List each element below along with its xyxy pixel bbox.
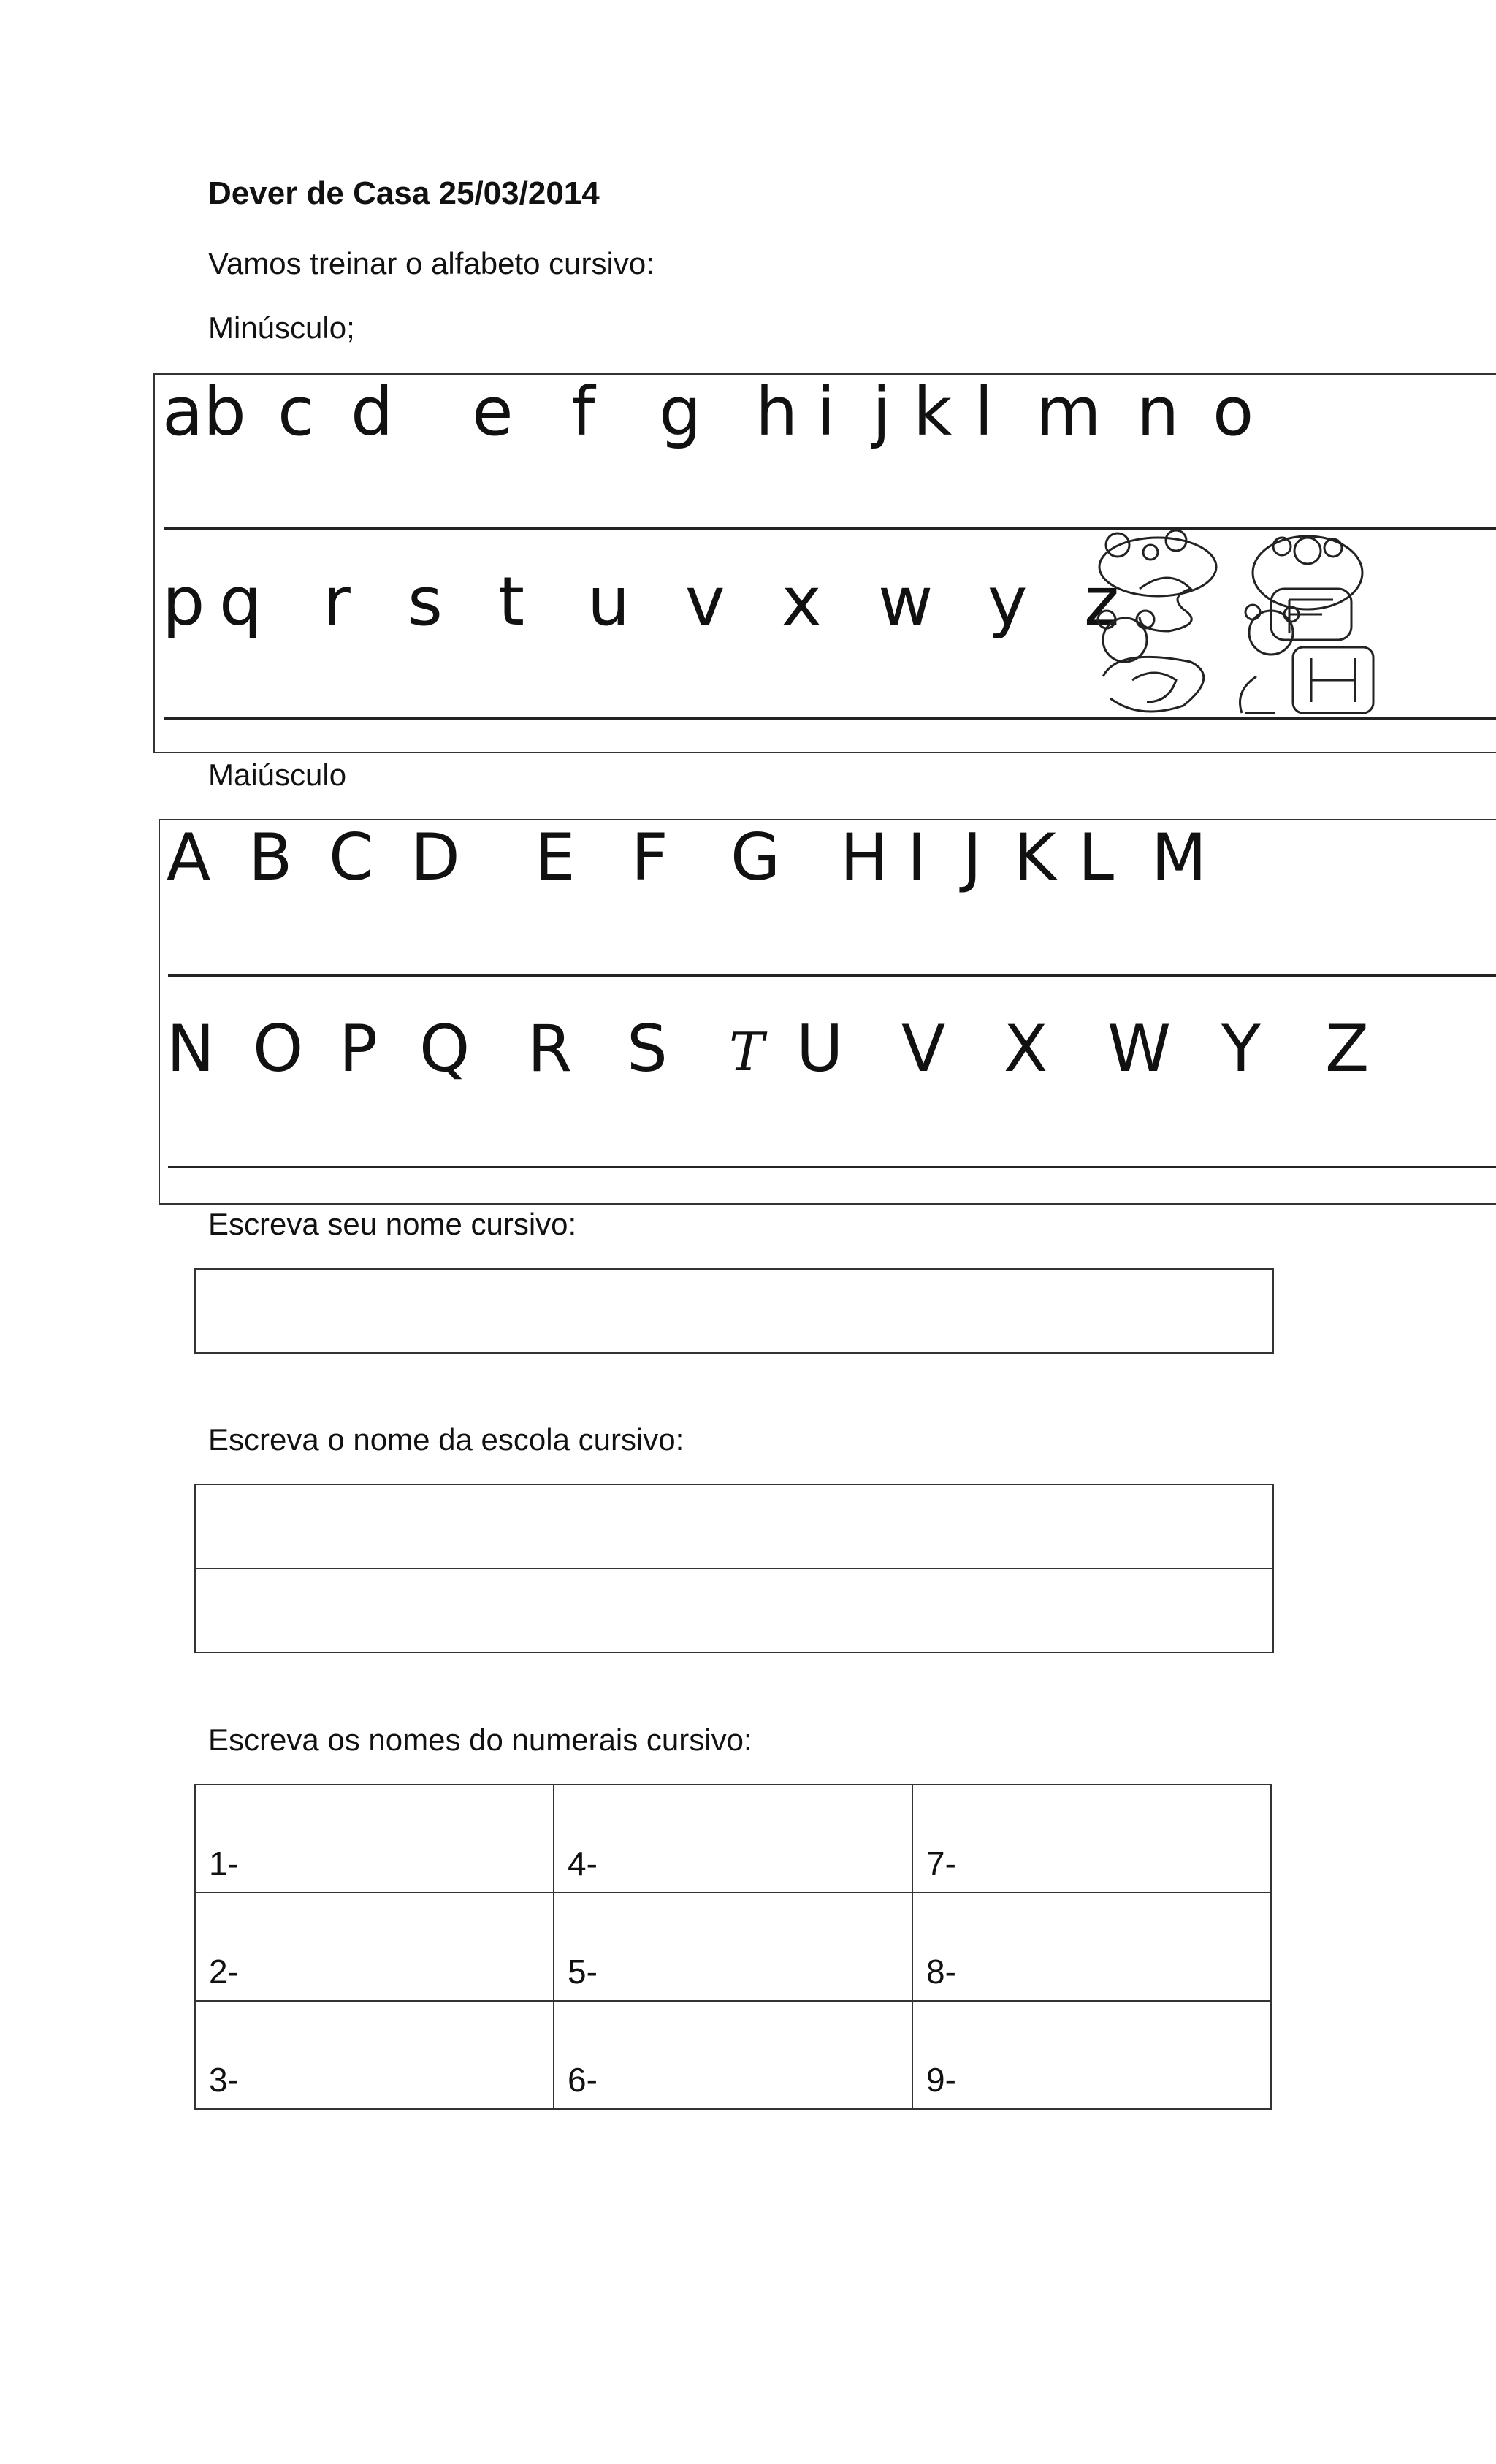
letter: v xyxy=(685,562,725,641)
letter: Q xyxy=(419,1011,470,1086)
numeral-cell[interactable]: 8- xyxy=(912,1893,1271,2001)
lowercase-label: Minúsculo; xyxy=(208,310,355,345)
letter: l xyxy=(974,373,993,451)
numeral-cell[interactable]: 5- xyxy=(554,1893,912,2001)
letter: U xyxy=(796,1011,844,1086)
letter: p xyxy=(162,562,205,641)
letter: K xyxy=(1014,820,1056,895)
letter: M xyxy=(1151,820,1207,895)
letter-cursive: T xyxy=(729,1021,765,1083)
uppercase-label: Maiúsculo xyxy=(208,758,347,792)
letter: k xyxy=(913,373,953,451)
name-input-box[interactable] xyxy=(194,1268,1274,1354)
letter: q xyxy=(219,562,262,641)
letter: B xyxy=(248,820,293,895)
letter: f xyxy=(571,373,595,451)
letter: w xyxy=(878,562,934,641)
numeral-cell[interactable]: 6- xyxy=(554,2001,912,2109)
letter: H xyxy=(840,820,889,895)
bears-with-letters-icon xyxy=(1088,530,1388,722)
name-prompt: Escreva seu nome cursivo: xyxy=(208,1207,577,1241)
letter: x xyxy=(782,562,822,641)
letter: z xyxy=(1084,562,1120,641)
numeral-cell[interactable]: 4- xyxy=(554,1785,912,1893)
numeral-cell[interactable]: 1- xyxy=(195,1785,554,1893)
table-row xyxy=(195,1785,1271,1893)
letter: r xyxy=(323,562,351,641)
letter: S xyxy=(627,1011,668,1086)
school-prompt: Escreva o nome da escola cursivo: xyxy=(208,1422,684,1457)
letter: O xyxy=(253,1011,304,1086)
numerals-table xyxy=(194,1784,1272,2110)
writing-line xyxy=(168,974,1496,977)
letter: e xyxy=(472,373,514,451)
letter: A xyxy=(167,820,211,895)
letter: u xyxy=(587,562,630,641)
letter: i xyxy=(817,373,836,451)
numeral-cell[interactable]: 2- xyxy=(195,1893,554,2001)
instruction-text: Vamos treinar o alfabeto cursivo: xyxy=(208,246,654,281)
letter: Y xyxy=(1221,1011,1261,1086)
letter: R xyxy=(527,1011,573,1086)
page-title: Dever de Casa 25/03/2014 xyxy=(208,175,600,211)
letter: n xyxy=(1137,373,1180,451)
letter: N xyxy=(167,1011,215,1086)
letter: L xyxy=(1078,820,1115,895)
letter: s xyxy=(408,562,443,641)
letter: g xyxy=(659,373,702,451)
numeral-cell[interactable]: 3- xyxy=(195,2001,554,2109)
writing-line xyxy=(168,1166,1496,1168)
school-input-box-2[interactable] xyxy=(194,1568,1274,1653)
letter: h xyxy=(755,373,798,451)
letter: ab xyxy=(162,373,246,451)
school-input-box-1[interactable] xyxy=(194,1484,1274,1569)
letter: V xyxy=(901,1011,946,1086)
letter: X xyxy=(1004,1011,1048,1086)
letter: G xyxy=(730,820,781,895)
letter: F xyxy=(631,820,668,895)
numerals-prompt: Escreva os nomes do numerais cursivo: xyxy=(208,1723,752,1757)
letter: I xyxy=(907,820,926,895)
letter: Z xyxy=(1325,1011,1370,1086)
letter: P xyxy=(339,1011,378,1086)
letter: E xyxy=(535,820,576,895)
writing-line xyxy=(164,717,1496,720)
letter: m xyxy=(1036,373,1102,451)
table-row xyxy=(195,1893,1271,2001)
letter: D xyxy=(411,820,460,895)
letter: t xyxy=(498,562,525,641)
letter: o xyxy=(1213,373,1254,451)
letter: d xyxy=(351,373,394,451)
letter: J xyxy=(963,820,982,895)
letter: C xyxy=(329,820,374,895)
table-row xyxy=(195,2001,1271,2109)
letter: c xyxy=(278,373,315,451)
writing-line xyxy=(164,527,1496,530)
numeral-cell[interactable]: 9- xyxy=(912,2001,1271,2109)
letter: j xyxy=(872,373,891,451)
letter: y xyxy=(988,562,1028,641)
letter: W xyxy=(1107,1011,1172,1086)
numeral-cell[interactable]: 7- xyxy=(912,1785,1271,1893)
